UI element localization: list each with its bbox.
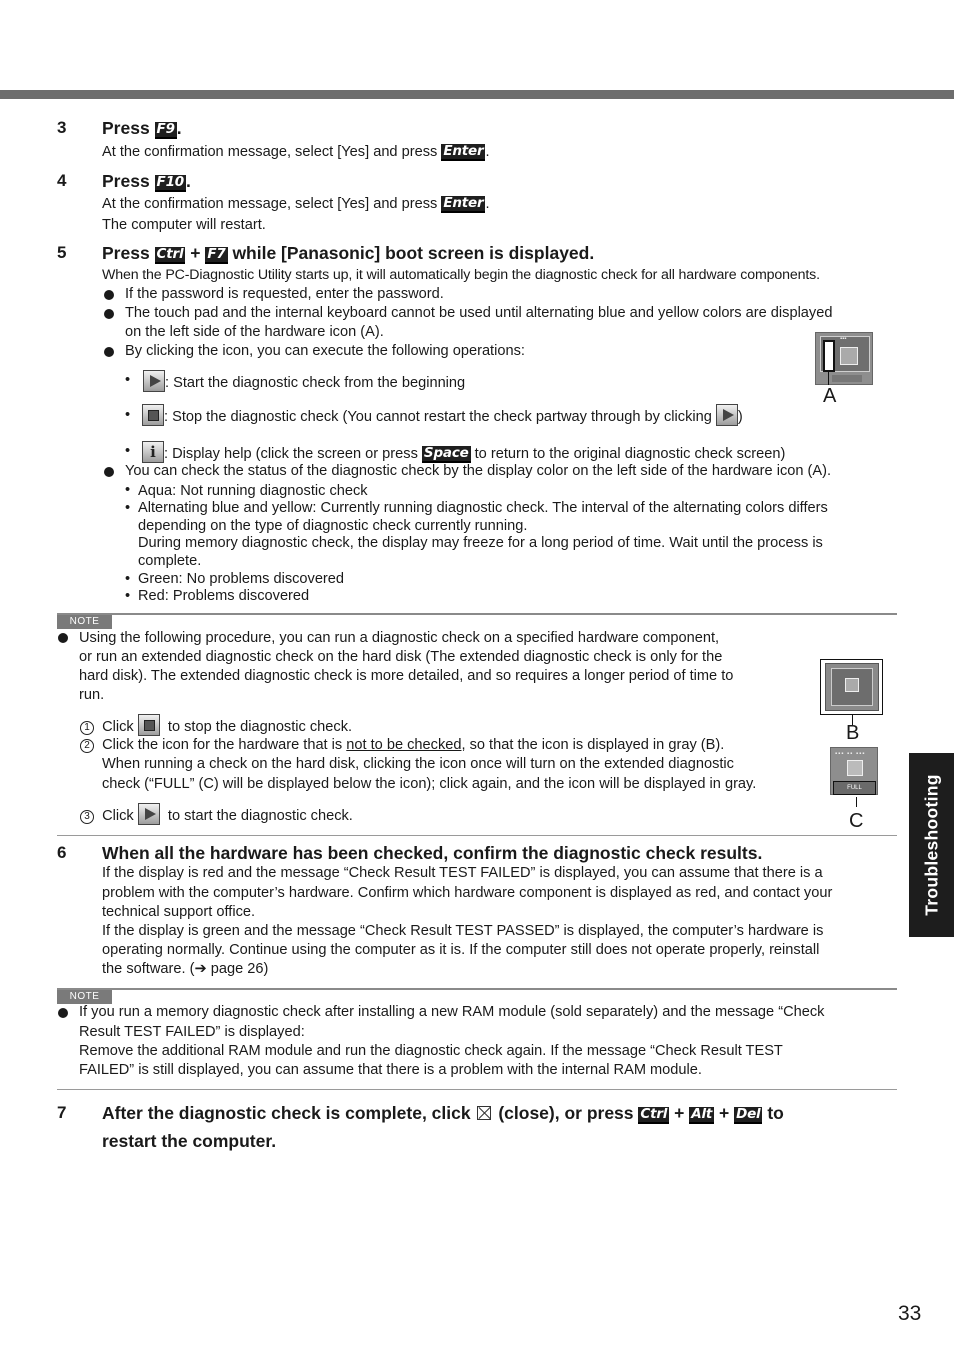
header-bar — [0, 90, 954, 99]
f10-key: F10 — [156, 174, 184, 190]
bullet — [58, 1008, 68, 1018]
bullet-text: The touch pad and the internal keyboard cannot be used until alternating blue and yellow colors are displayed — [125, 305, 833, 321]
note-rule — [57, 613, 897, 615]
del-key: Del — [736, 1106, 761, 1122]
note-tag: NOTE — [57, 990, 112, 1004]
step-number: 3 — [57, 118, 67, 137]
operation-item: : Stop the diagnostic check (You cannot restart the check partway through by clicking ) — [142, 404, 743, 427]
status-item: Red: Problems discovered — [138, 588, 310, 604]
note-text: FAILED” is still displayed, you can assume that there is a problem with the internal RAM module. — [79, 1062, 702, 1078]
f7-key: F7 — [207, 246, 226, 262]
step-title: restart the computer. — [102, 1131, 277, 1151]
status-bar-marker — [823, 340, 835, 372]
space-key: Space — [423, 445, 469, 461]
bullet — [104, 309, 114, 319]
step-title: When all the hardware has been checked, confirm the diagnostic check results. — [102, 843, 763, 863]
sub-step: 3 Click to start the diagnostic check. — [80, 803, 353, 826]
stop-icon — [138, 714, 160, 736]
page-number: 33 — [898, 1302, 922, 1325]
step-title: Press F10 . — [102, 171, 191, 191]
chip-icon — [840, 347, 858, 365]
chip-icon — [845, 678, 859, 692]
bullet-text: If the password is requested, enter the password. — [125, 286, 444, 302]
ctrl-key: Ctrl — [156, 246, 184, 262]
close-icon — [477, 1106, 491, 1120]
step-text: operating normally. Continue using the computer as it is. If the computer still does not operate properly, reinstall — [102, 942, 820, 958]
note-tag: NOTE — [57, 615, 112, 629]
enter-key: Enter — [443, 143, 484, 159]
stop-icon — [142, 404, 164, 426]
note-text: or run an extended diagnostic check on the hard disk (The extended diagnostic check is only for the — [79, 649, 723, 665]
note-text: Result TEST FAILED” is displayed: — [79, 1024, 305, 1040]
note-rule — [57, 988, 897, 990]
step-title: Press Ctrl + F7 while [Panasonic] boot screen is displayed. — [102, 243, 595, 263]
note-text: Using the following procedure, you can run a diagnostic check on a specified hardware component, — [79, 630, 720, 646]
note-text: hard disk). The extended diagnostic check is more detailed, and so requires a longer period of time to — [79, 668, 734, 684]
step-text: At the confirmation message, select [Yes] and press Enter . — [102, 195, 490, 212]
sub-step: 1 Click to stop the diagnostic check. — [80, 714, 352, 737]
status-item: Green: No problems discovered — [138, 571, 345, 587]
bullet — [58, 633, 68, 643]
status-item: During memory diagnostic check, the display may freeze for a long period of time. Wait until the process is — [138, 535, 823, 551]
operation-item: : Start the diagnostic check from the beginning — [143, 370, 465, 393]
bullet-text: on the left side of the hardware icon (A). — [125, 324, 384, 340]
full-label: FULL — [833, 781, 876, 795]
sub-step-text: check (“FULL” (C) will be displayed below the icon); click again, and the icon will be displayed in gray. — [102, 776, 757, 792]
enter-key: Enter — [443, 195, 484, 211]
step-intro: When the PC-Diagnostic Utility starts up, it will automatically begin the diagnostic check for all hardware components. — [102, 267, 820, 283]
note-rule — [57, 1089, 897, 1090]
step-text: technical support office. — [102, 904, 256, 920]
note-text: run. — [79, 687, 105, 703]
status-item: complete. — [138, 553, 202, 569]
ctrl-key: Ctrl — [640, 1106, 668, 1122]
note-text: If you run a memory diagnostic check after installing a new RAM module (sold separately) and the message “Check — [79, 1004, 825, 1020]
hdd-icon-figure: ▪▪▪ ▪▪ ▪▪▪ — [830, 747, 878, 795]
figure-label-c: C — [849, 810, 864, 832]
bullet-text: You can check the status of the diagnostic check by the display color on the left side of the hardware icon (A). — [125, 463, 832, 479]
step-text: The computer will restart. — [102, 217, 266, 233]
figure-label-b: B — [846, 722, 860, 744]
step-number: 4 — [57, 171, 67, 190]
sub-step-text: When running a check on the hard disk, clicking the icon once will turn on the extended diagnostic — [102, 756, 734, 772]
step-number: 6 — [57, 843, 67, 862]
play-icon — [143, 370, 165, 392]
operation-item: i : Display help (click the screen or press Space to return to the original diagnostic check screen) — [142, 441, 785, 464]
section-tab: Troubleshooting — [909, 753, 954, 937]
step-text: If the display is green and the message “Check Result TEST PASSED” is displayed, the computer’s hardware is — [102, 923, 824, 939]
step-text: If the display is red and the message “Check Result TEST FAILED” is displayed, you can assume that there is a — [102, 865, 823, 881]
figure-label-a: A — [823, 385, 837, 407]
note-rule — [57, 835, 897, 836]
step-title: After the diagnostic check is complete, click (close), or press Ctrl + Alt + Del to — [102, 1103, 784, 1123]
status-item: Aqua: Not running diagnostic check — [138, 483, 368, 499]
bullet — [104, 467, 114, 477]
step-text: the software. (➔ page 26) — [102, 961, 269, 977]
play-icon — [716, 404, 738, 426]
step-number: 5 — [57, 243, 67, 262]
hardware-icon-figure: ▪▪▪ — [815, 332, 873, 385]
step-text: problem with the computer’s hardware. Confirm which hardware component is displayed as red, and contact your — [102, 885, 833, 901]
note-text: Remove the additional RAM module and run the diagnostic check again. If the message “Check Result TEST — [79, 1043, 783, 1059]
step-title: Press F9 . — [102, 118, 182, 138]
play-icon — [138, 803, 160, 825]
bullet — [104, 290, 114, 300]
bullet-text: By clicking the icon, you can execute the following operations: — [125, 343, 525, 359]
status-item: depending on the type of diagnostic check currently running. — [138, 518, 528, 534]
status-item: Alternating blue and yellow: Currently running diagnostic check. The interval of the alternating colors differs — [138, 500, 828, 516]
info-icon: i — [142, 441, 164, 463]
disk-icon — [847, 760, 863, 776]
sub-step: 2 Click the icon for the hardware that is not to be checked, so that the icon is displayed in gray (B). — [80, 736, 724, 755]
step-text: At the confirmation message, select [Yes] and press Enter . — [102, 143, 490, 160]
step-number: 7 — [57, 1103, 67, 1122]
gray-icon-figure — [820, 659, 883, 715]
bullet — [104, 347, 114, 357]
alt-key: Alt — [691, 1106, 713, 1122]
page-link[interactable]: page 26) — [206, 961, 269, 977]
f9-key: F9 — [156, 121, 175, 137]
arrow-icon: ➔ — [194, 961, 207, 977]
